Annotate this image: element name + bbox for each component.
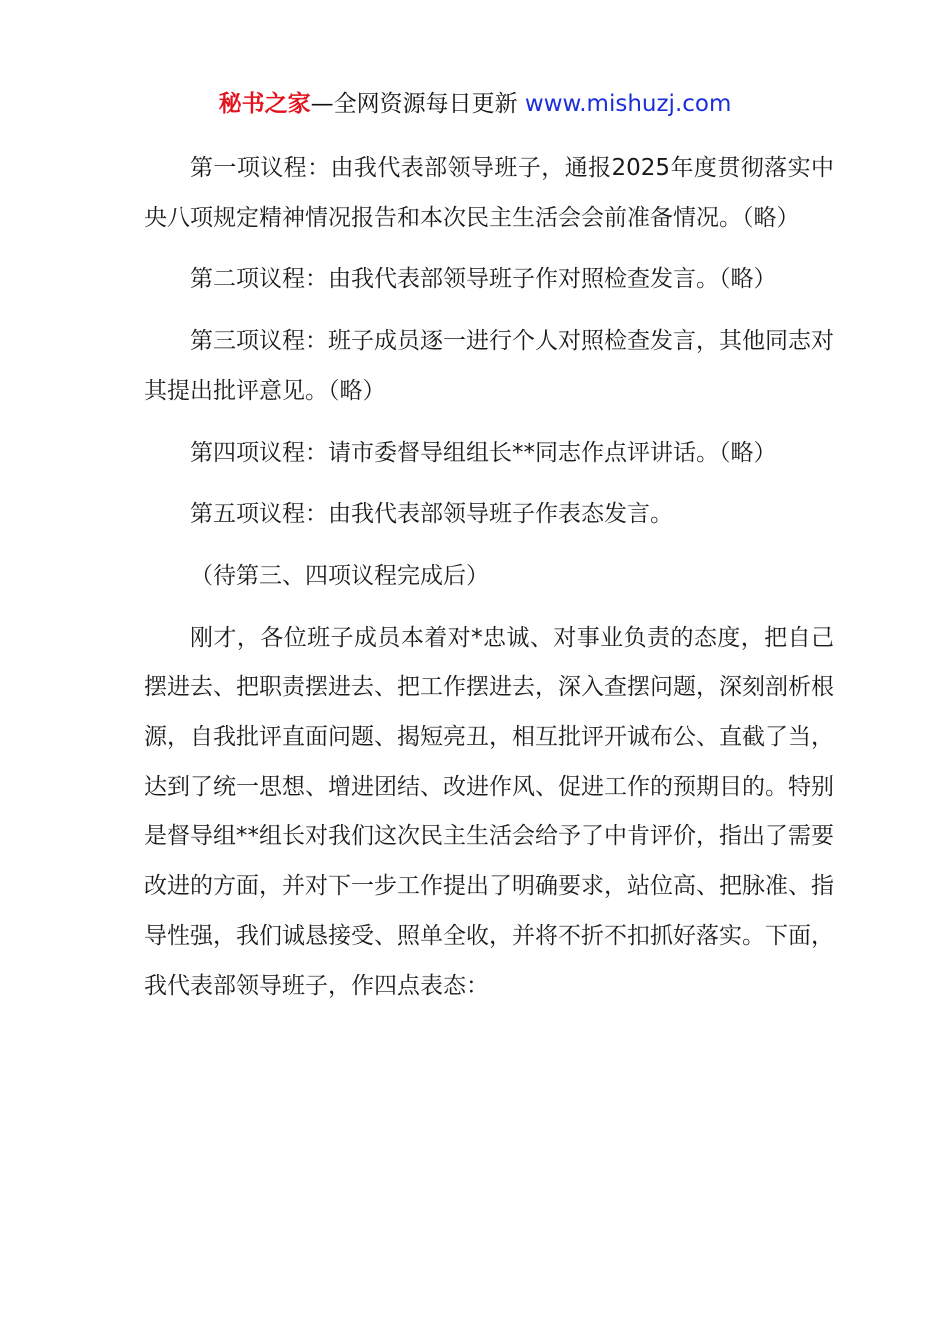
agenda-item-3: 第三项议程：班子成员逐一进行个人对照检查发言，其他同志对其提出批评意见。（略）: [144, 328, 834, 404]
agenda-item-2: 第二项议程：由我代表部领导班子作对照检查发言。（略）: [190, 266, 777, 293]
site-url-link[interactable]: www.mishuzj.com: [524, 91, 732, 117]
agenda-note: （待第三、四项议程完成后）: [190, 562, 489, 589]
agenda-item-5: 第五项议程：由我代表部领导班子作表态发言。: [190, 501, 673, 528]
site-header: [0, 86, 950, 122]
site-tagline: —全网资源每日更新: [310, 91, 518, 117]
site-brand: 秘书之家: [218, 91, 311, 117]
document-body: [144, 144, 834, 1023]
agenda-item-4: 第四项议程：请市委督导组组长**同志作点评讲话。（略）: [190, 439, 777, 466]
agenda-item-1: 第一项议程：由我代表部领导班子，通报2025年度贯彻落实中央八项规定精神情况报告和本次民主生活会会前准备情况。（略）: [144, 155, 834, 231]
statement-paragraph: 刚才，各位班子成员本着对*忠诚、对事业负责的态度，把自己摆进去、把职责摆进去、把工作摆进去，深入查摆问题，深刻剖析根源，自我批评直面问题、揭短亮丑，相互批评开诚布公、直截了当，达到了统一思想、增进团结、改进作风、促进工作的预期目的。特别是督导组**组长对我们这次民主生活会给予了中肯评价，指出了需要改进的方面，并对下一步工作提出了明确要求，站位高、把脉准、指导性强，我们诚恳接受、照单全收，并将不折不扣抓好落实。下面，我代表部领导班子，作四点表态：: [144, 624, 834, 999]
